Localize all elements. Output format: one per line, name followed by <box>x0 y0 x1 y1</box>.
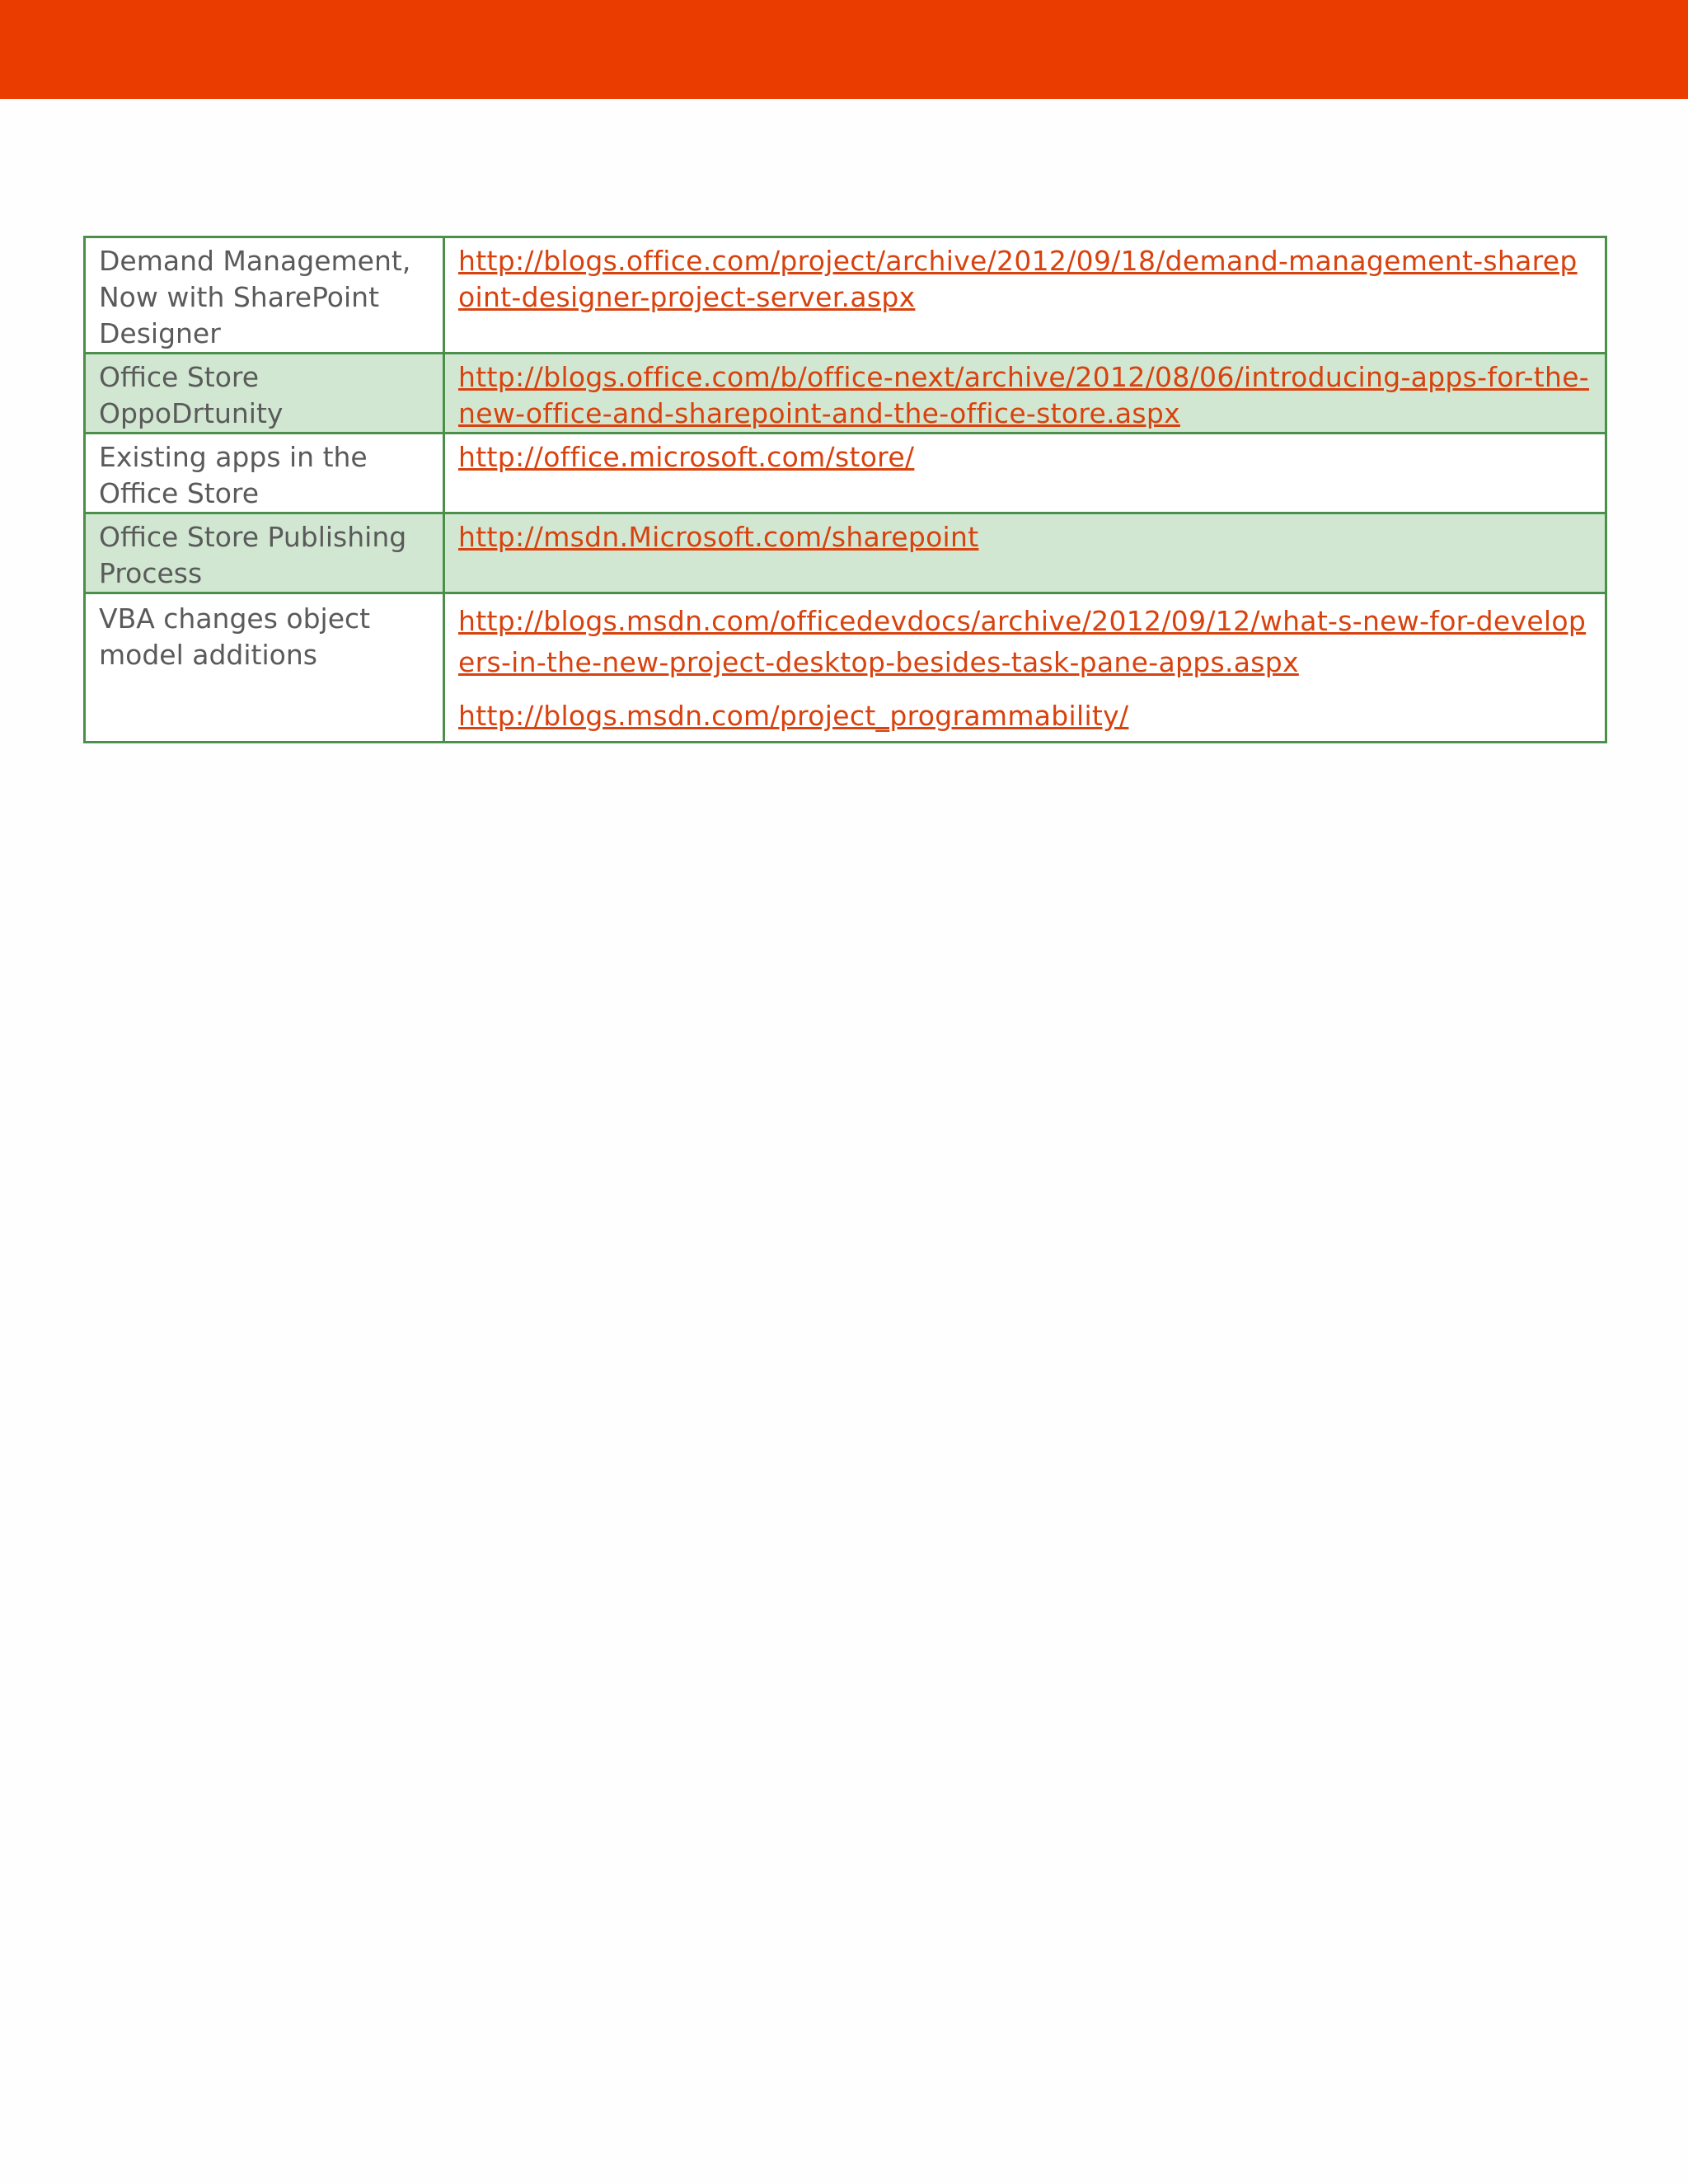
table-row <box>85 593 1606 743</box>
link-cell <box>444 434 1606 513</box>
resource-link[interactable]: http://blogs.office.com/b/office-next/archive/2012/08/06/introducing-apps-for-the-new-office-and-sharepoint-and-the-office-store.aspx <box>458 361 1590 429</box>
resource-link[interactable]: http://blogs.msdn.com/officedevdocs/archive/2012/09/12/what-s-new-for-developers-in-the-new-project-desktop-besides-task-pane-apps.aspx <box>458 605 1587 678</box>
topic-label: VBA changes object model additions <box>99 602 371 671</box>
table-row <box>85 434 1606 513</box>
resource-link[interactable]: http://blogs.msdn.com/project_programmability/ <box>458 700 1129 732</box>
top-banner <box>0 0 1688 99</box>
topic-cell <box>85 434 444 513</box>
link-cell <box>444 354 1606 434</box>
topic-cell <box>85 237 444 354</box>
table-row <box>85 513 1606 593</box>
topic-label: Office Store Publishing Process <box>99 521 407 589</box>
topic-label: Demand Management, Now with SharePoint Designer <box>99 245 411 349</box>
topic-cell <box>85 593 444 743</box>
resources-table <box>83 236 1607 743</box>
table-row <box>85 354 1606 434</box>
topic-cell <box>85 513 444 593</box>
resource-link[interactable]: http://msdn.Microsoft.com/sharepoint <box>458 521 979 553</box>
topic-cell <box>85 354 444 434</box>
link-cell <box>444 593 1606 743</box>
resource-link[interactable]: http://blogs.office.com/project/archive/2012/09/18/demand-management-sharepoint-designer-project-server.aspx <box>458 245 1578 313</box>
link-cell <box>444 237 1606 354</box>
link-cell <box>444 513 1606 593</box>
resource-link[interactable]: http://office.microsoft.com/store/ <box>458 441 915 473</box>
topic-label: Office Store OppoDrtunity <box>99 361 284 429</box>
table-row <box>85 237 1606 354</box>
topic-label: Existing apps in the Office Store <box>99 441 368 509</box>
